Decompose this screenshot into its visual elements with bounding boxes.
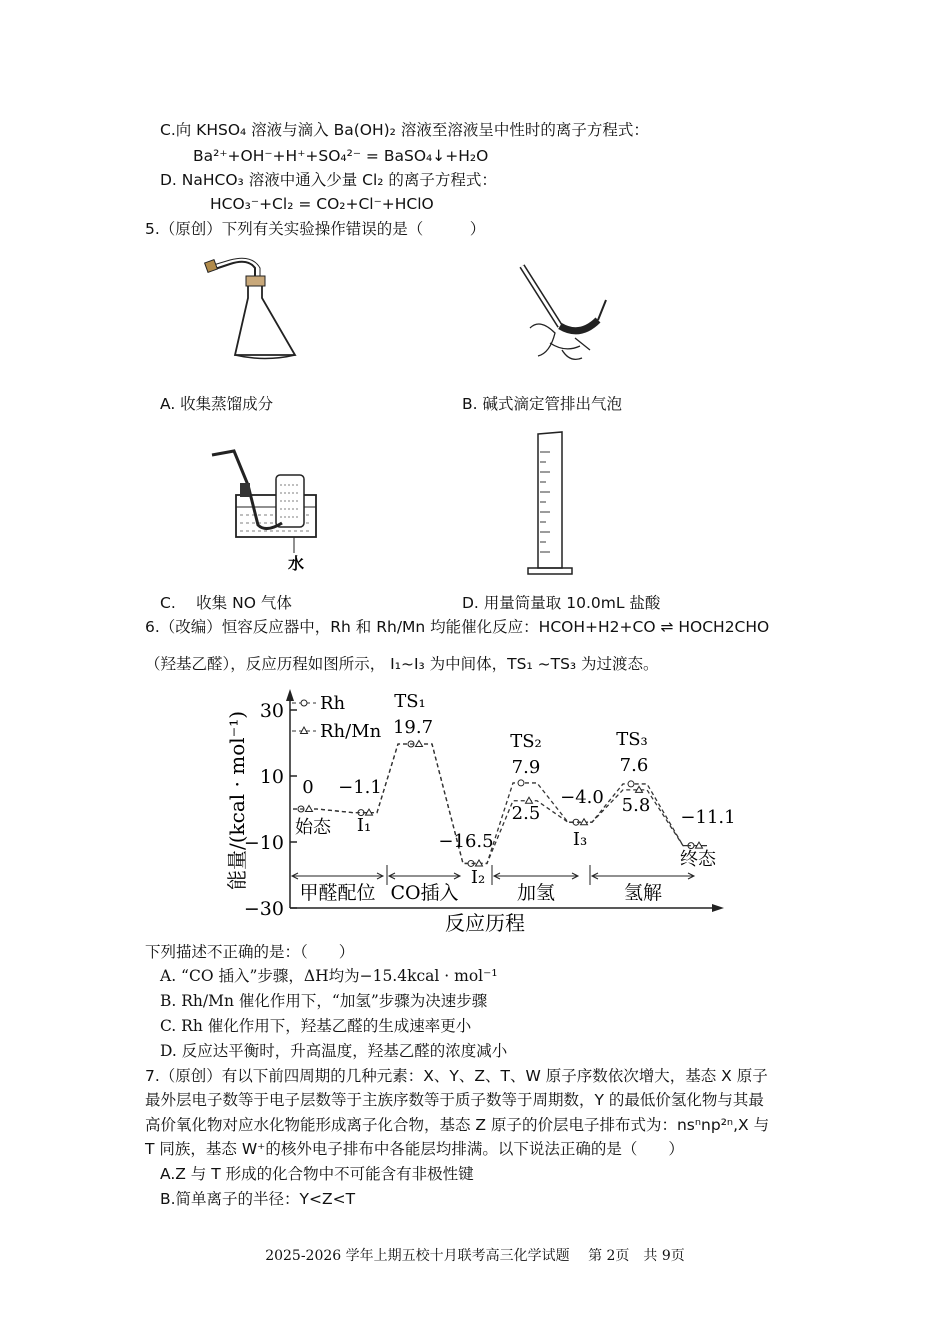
- q6-option-d: D. 反应达平衡时，升高温度，羟基乙醛的浓度减小: [160, 1042, 508, 1060]
- rh-mn-point: [416, 740, 423, 746]
- state-label-ts2: TS₂: [510, 731, 542, 752]
- value-label-ts3-rh: 7.6: [619, 755, 649, 776]
- q5-caption-b: B. 碱式滴定管排出气泡: [462, 395, 622, 413]
- gas-collection-figure: [210, 445, 320, 575]
- value-label-i2: −16.5: [438, 831, 494, 852]
- q6-option-a: A. “CO 插入”步骤，ΔH均为−15.4kcal · mol⁻¹: [160, 967, 498, 985]
- energy-profile-chart: [220, 685, 740, 940]
- state-label-i3: I₃: [572, 829, 588, 850]
- measuring-cylinder-figure: [520, 430, 580, 580]
- q4-option-d-equation: HCO₃⁻+Cl₂ = CO₂+Cl⁻+HClO: [210, 195, 434, 213]
- value-label-start: 0: [302, 777, 314, 798]
- q5-caption-d: D. 用量筒量取 10.0mL 盐酸: [462, 594, 661, 612]
- state-label-end: 终态: [680, 849, 716, 870]
- conical-flask-figure: [200, 250, 310, 365]
- legend-rh-marker: [301, 700, 307, 706]
- value-label-end: −11.1: [680, 807, 736, 828]
- y-tick-label: 30: [259, 700, 284, 722]
- q5-caption-c: C. 收集 NO 气体: [160, 594, 292, 612]
- y-axis-arrow: [286, 689, 294, 701]
- stage-label: CO插入: [390, 882, 459, 904]
- q7-option-b: B.简单离子的半径：Y<Z<T: [160, 1190, 356, 1208]
- q6-stem-line2: （羟基乙醛），反应历程如图所示， I₁~I₃ 为中间体，TS₁ ~TS₃ 为过渡态。: [145, 655, 659, 673]
- q6-question: 下列描述不正确的是：（ ）: [145, 943, 355, 961]
- q4-option-c-title: C.向 KHSO₄ 溶液与滴入 Ba(OH)₂ 溶液至溶液呈中性时的离子方程式：: [160, 121, 649, 139]
- q7-line2: 最外层电子数等于电子层数等于主族序数等于质子数等于周期数，Y 的最低价氢化物与其最: [145, 1091, 764, 1109]
- value-label-i1: −1.1: [338, 777, 382, 798]
- stage-label: 氢解: [623, 882, 663, 904]
- state-label-i1: I₁: [356, 815, 372, 836]
- legend-rh-label: Rh: [320, 693, 346, 714]
- y-tick-label: −30: [243, 898, 284, 920]
- y-tick-label: −10: [243, 832, 284, 854]
- burette-hand-figure: [510, 258, 620, 368]
- x-axis-label: 反应历程: [445, 911, 525, 935]
- state-label-ts1: TS₁: [394, 691, 426, 712]
- q6-stem-line1: 6.（改编）恒容反应器中，Rh 和 Rh/Mn 均能催化反应：HCOH+H2+CO ⇌ HOCH2CHO: [145, 618, 770, 636]
- rh-mn-point: [306, 806, 313, 812]
- value-label-ts2-rhmn: 2.5: [511, 803, 541, 824]
- legend-rh-mn-label: Rh/Mn: [320, 721, 382, 742]
- stage-label: 甲醛配位: [299, 882, 376, 904]
- stage-label: 加氢: [516, 882, 556, 904]
- state-label-i2: I₂: [470, 867, 486, 888]
- value-label-ts1: 19.7: [392, 717, 434, 738]
- q7-option-a: A.Z 与 T 形成的化合物中不可能含有非极性键: [160, 1165, 474, 1183]
- legend-rh-mn-marker: [301, 727, 308, 734]
- rh-point: [628, 781, 634, 787]
- rh-point: [518, 780, 524, 786]
- q4-option-c-equation: Ba²⁺+OH⁻+H⁺+SO₄²⁻ = BaSO₄↓+H₂O: [193, 147, 489, 165]
- q7-line4: T 同族，基态 W⁺的核外电子排布中各能层均排满。以下说法正确的是（ ）: [145, 1140, 684, 1158]
- y-tick-label: 10: [259, 766, 284, 788]
- q5-stem: 5.（原创）下列有关实验操作错误的是（ ）: [145, 220, 486, 238]
- state-label-start: 始态: [295, 817, 331, 838]
- q4-option-d-title: D. NaHCO₃ 溶液中通入少量 Cl₂ 的离子方程式：: [160, 171, 497, 189]
- q7-line1: 7.（原创）有以下前四周期的几种元素：X、Y、Z、T、W 原子序数依次增大，基态 X 原子: [145, 1067, 768, 1085]
- q7-line3: 高价氧化物对应水化物能形成离子化合物，基态 Z 原子的价层电子排布式为：nsⁿnp²ⁿ,X 与: [145, 1116, 770, 1134]
- x-axis-arrow: [712, 904, 724, 912]
- value-label-ts2-rh: 7.9: [511, 757, 541, 778]
- value-label-i3: −4.0: [560, 787, 604, 808]
- q6-option-b: B. Rh/Mn 催化作用下，“加氢”步骤为决速步骤: [160, 992, 488, 1010]
- y-axis-label: 能量/(kcal · mol⁻¹): [225, 710, 249, 890]
- state-label-ts3: TS₃: [616, 729, 648, 750]
- value-label-ts3-rhmn: 5.8: [621, 795, 651, 816]
- water-label: 水: [288, 554, 305, 573]
- q5-caption-a: A. 收集蒸馏成分: [160, 395, 274, 413]
- page-footer: 2025-2026 学年上期五校十月联考高三化学试题 第 2页 共 9页: [265, 1248, 685, 1264]
- q6-option-c: C. Rh 催化作用下，羟基乙醛的生成速率更小: [160, 1017, 472, 1035]
